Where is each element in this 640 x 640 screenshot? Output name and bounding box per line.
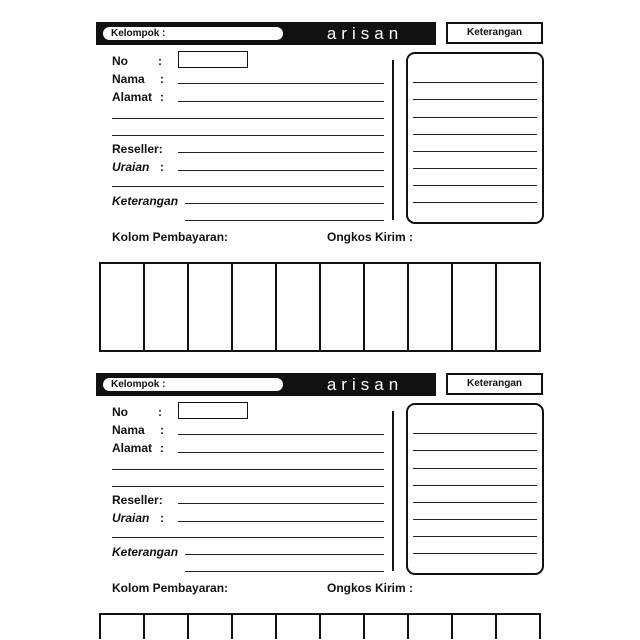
note-line[interactable] <box>413 99 537 100</box>
payment-cell[interactable] <box>101 615 145 639</box>
nama-colon: : <box>160 72 164 86</box>
kelompok-field[interactable]: Kelompok : <box>103 378 283 391</box>
note-line[interactable] <box>413 468 537 469</box>
no-input[interactable] <box>178 402 248 419</box>
keterangan-label: Keterangan <box>112 545 179 559</box>
note-line[interactable] <box>413 502 537 503</box>
note-line[interactable] <box>413 536 537 537</box>
keterangan-line-2[interactable] <box>185 571 384 572</box>
payment-grid <box>99 262 541 352</box>
reseller-input[interactable] <box>178 503 384 504</box>
divider <box>392 60 394 220</box>
payment-cell[interactable] <box>409 264 453 350</box>
nama-label: Nama <box>112 423 145 437</box>
note-line[interactable] <box>413 117 537 118</box>
payment-cell[interactable] <box>497 615 539 639</box>
payment-cell[interactable] <box>365 615 409 639</box>
nama-colon: : <box>160 423 164 437</box>
payment-cell[interactable] <box>277 615 321 639</box>
keterangan-label: Keterangan <box>112 194 179 208</box>
uraian-label: Uraian <box>112 160 150 174</box>
payment-cell[interactable] <box>145 264 189 350</box>
note-line[interactable] <box>413 134 537 135</box>
brand-title: arisan <box>326 375 404 394</box>
alamat-colon: : <box>160 90 164 104</box>
notes-box[interactable] <box>406 403 544 575</box>
keterangan-input[interactable] <box>185 554 384 555</box>
uraian-input[interactable] <box>178 170 384 171</box>
arisan-form-2 <box>0 351 640 639</box>
payment-cell[interactable] <box>145 615 189 639</box>
nama-input[interactable] <box>178 83 384 84</box>
divider <box>392 411 394 571</box>
uraian-input[interactable] <box>178 521 384 522</box>
no-input[interactable] <box>178 51 248 68</box>
payment-cell[interactable] <box>497 264 539 350</box>
keterangan-line-2[interactable] <box>185 220 384 221</box>
alamat-line-2[interactable] <box>112 469 384 470</box>
uraian-line-2[interactable] <box>112 186 384 187</box>
alamat-input[interactable] <box>178 101 384 102</box>
payment-cell[interactable] <box>321 264 365 350</box>
alamat-colon: : <box>160 441 164 455</box>
payment-grid <box>99 613 541 639</box>
uraian-line-2[interactable] <box>112 537 384 538</box>
alamat-input[interactable] <box>178 452 384 453</box>
notes-box[interactable] <box>406 52 544 224</box>
alamat-label: Alamat <box>112 90 153 104</box>
keterangan-header: Keterangan <box>446 22 543 44</box>
no-colon: : <box>158 405 162 419</box>
payment-cell[interactable] <box>277 264 321 350</box>
brand-title: arisan <box>326 24 404 43</box>
uraian-colon: : <box>160 511 164 525</box>
kolom-pembayaran-label: Kolom Pembayaran: <box>112 230 229 244</box>
note-line[interactable] <box>413 553 537 554</box>
keterangan-input[interactable] <box>185 203 384 204</box>
note-line[interactable] <box>413 151 537 152</box>
reseller-label: Reseller: <box>112 142 163 156</box>
payment-cell[interactable] <box>409 615 453 639</box>
nama-input[interactable] <box>178 434 384 435</box>
keterangan-header: Keterangan <box>446 373 543 395</box>
payment-cell[interactable] <box>233 615 277 639</box>
note-line[interactable] <box>413 519 537 520</box>
payment-cell[interactable] <box>321 615 365 639</box>
kolom-pembayaran-label: Kolom Pembayaran: <box>112 581 229 595</box>
note-line[interactable] <box>413 450 537 451</box>
note-line[interactable] <box>413 82 537 83</box>
note-line[interactable] <box>413 168 537 169</box>
alamat-label: Alamat <box>112 441 153 455</box>
alamat-line-3[interactable] <box>112 486 384 487</box>
note-line[interactable] <box>413 185 537 186</box>
uraian-label: Uraian <box>112 511 150 525</box>
alamat-line-2[interactable] <box>112 118 384 119</box>
ongkos-kirim-label: Ongkos Kirim : <box>327 230 414 244</box>
ongkos-kirim-label: Ongkos Kirim : <box>327 581 414 595</box>
payment-cell[interactable] <box>365 264 409 350</box>
payment-cell[interactable] <box>233 264 277 350</box>
no-label: No <box>112 54 128 68</box>
note-line[interactable] <box>413 485 537 486</box>
payment-cell[interactable] <box>101 264 145 350</box>
reseller-input[interactable] <box>178 152 384 153</box>
uraian-colon: : <box>160 160 164 174</box>
reseller-label: Reseller: <box>112 493 163 507</box>
payment-cell[interactable] <box>453 264 497 350</box>
note-line[interactable] <box>413 202 537 203</box>
payment-cell[interactable] <box>189 264 233 350</box>
no-label: No <box>112 405 128 419</box>
nama-label: Nama <box>112 72 145 86</box>
note-line[interactable] <box>413 433 537 434</box>
alamat-line-3[interactable] <box>112 135 384 136</box>
no-colon: : <box>158 54 162 68</box>
kelompok-field[interactable]: Kelompok : <box>103 27 283 40</box>
payment-cell[interactable] <box>453 615 497 639</box>
payment-cell[interactable] <box>189 615 233 639</box>
